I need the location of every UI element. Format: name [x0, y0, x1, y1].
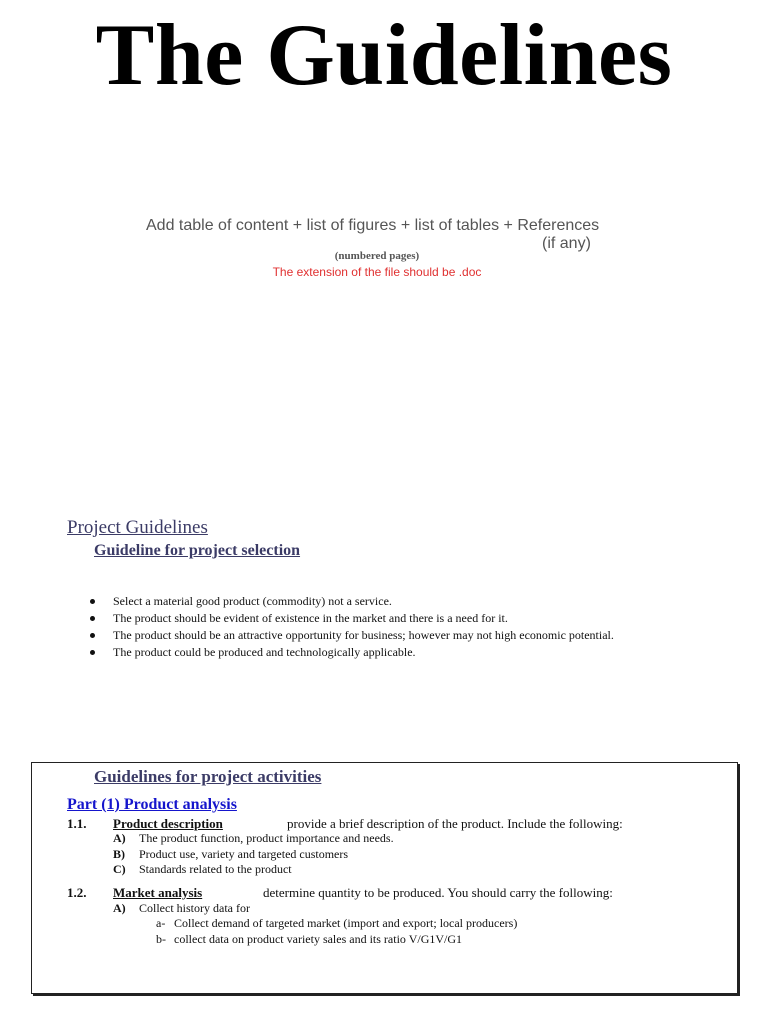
item-text: The product function, product importance and needs.	[139, 831, 394, 845]
project-guidelines-heading: Project Guidelines	[67, 517, 208, 538]
list-item	[113, 831, 126, 845]
list-item	[88, 610, 614, 627]
bullet-text: The product should be evident of existence in the market and there is a need for it.	[113, 611, 508, 625]
list-item	[88, 593, 614, 610]
section-text: determine quantity to be produced. You should carry the following:	[263, 885, 613, 900]
part-1-heading: Part (1) Product analysis	[67, 796, 237, 813]
item-letter: C)	[113, 862, 126, 876]
project-selection-heading: Guideline for project selection	[94, 542, 301, 559]
file-extension-note: The extension of the file should be .doc	[272, 265, 482, 279]
toc-instruction: Add table of content + list of figures + list of tables + References	[146, 217, 600, 234]
toc-instruction-continued: (if any)	[542, 235, 591, 252]
numbered-pages-note: (numbered pages)	[334, 250, 420, 262]
section-title	[113, 885, 202, 900]
bullet-icon	[90, 633, 95, 638]
page-title: The Guidelines	[95, 7, 673, 104]
list-item	[113, 901, 126, 915]
activities-heading: Guidelines for project activities	[94, 767, 322, 786]
market-analysis-title: Market analysis	[113, 885, 203, 900]
product-description-title: Product description	[113, 816, 223, 831]
item-letter: B)	[113, 847, 125, 861]
sub-item-text: Collect demand of targeted market (import and export; local producers)	[174, 916, 518, 930]
bullet-icon	[90, 616, 95, 621]
section-number	[67, 816, 87, 831]
section-text: provide a brief description of the product. Include the following:	[287, 816, 623, 831]
bullet-icon	[90, 650, 95, 655]
item-text: Standards related to the product	[139, 862, 292, 876]
section-1-1-number: 1.1.	[67, 816, 87, 831]
list-item	[113, 862, 126, 876]
bullet-text: The product should be an attractive opportunity for business; however may not high economic potential.	[113, 628, 614, 642]
list-item	[88, 644, 614, 661]
sub-item-text: collect data on product variety sales and its ratio V/G1V/G1	[174, 932, 463, 946]
sub-item-letter: a-	[156, 916, 166, 930]
section-title	[113, 816, 223, 831]
bullet-text: The product could be produced and technologically applicable.	[113, 645, 416, 659]
item-text: Collect history data for	[139, 901, 250, 915]
section-1-2-number: 1.2.	[67, 885, 87, 900]
sub-item-letter: b-	[156, 932, 166, 946]
list-item	[88, 627, 614, 644]
bullet-icon	[90, 599, 95, 604]
bullet-text: Select a material good product (commodity) not a service.	[113, 594, 392, 608]
item-letter: A)	[113, 831, 126, 845]
item-text: Product use, variety and targeted customers	[139, 847, 349, 861]
list-item	[113, 847, 125, 861]
selection-bullet-list	[88, 593, 614, 661]
section-number	[67, 885, 87, 900]
item-letter: A)	[113, 901, 126, 915]
